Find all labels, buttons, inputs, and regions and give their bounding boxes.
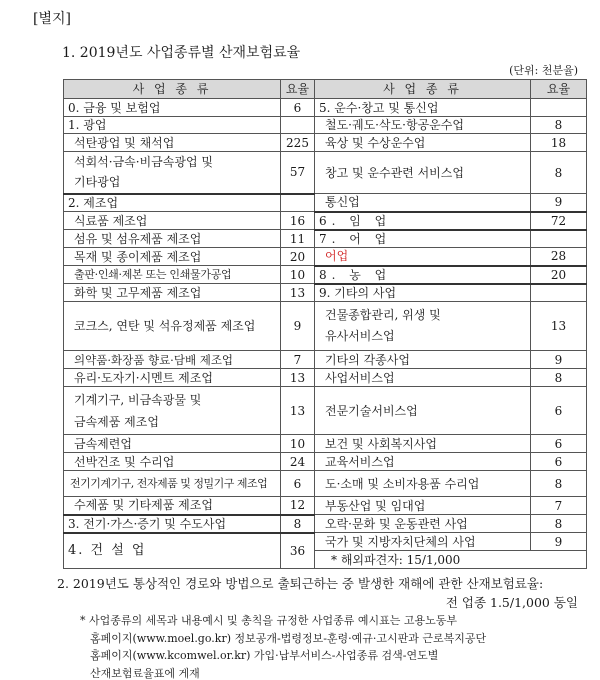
row-wood-rate: 20 [281,248,315,266]
row-fishing-label: 어업 [315,248,531,266]
row-telecom-label: 통신업 [315,194,531,212]
row-misc-rate: 9 [531,351,587,369]
row-warehouse-rate: 8 [531,152,587,194]
row-chemical-label: 화학 및 고무제품 제조업 [64,284,281,302]
section-1-title: 1. 2019년도 사업종류별 산재보험료율 [62,45,301,61]
row-textile-label: 섬유 및 섬유제품 제조업 [64,230,281,248]
row-food-rate: 16 [281,212,315,230]
row-realestate-label: 부동산업 및 임대업 [315,497,531,515]
table-row [64,99,587,117]
row-forestry-rate: 72 [531,212,587,230]
header-rate-left: 요율 [281,80,315,99]
row-buildingmgmt-rate: 13 [531,302,587,351]
row-coal-label: 석탄광업 및 채석업 [64,134,281,152]
table-row [64,369,587,387]
row-construction-rate: 36 [281,533,315,569]
row-limestone-label [64,152,281,194]
row-food-label: 식료품 제조업 [64,212,281,230]
row-machinery-label-line2: 금속제품 제조업 [74,414,159,429]
rate-table [63,79,587,569]
row-manufacturing-rate [281,194,315,212]
header-category-right: 사 업 종 류 [315,80,531,99]
row-machinery-label-line1: 기계기구, 비금속광물 및 [74,392,202,407]
footnote-line-2: 홈페이지(www.moel.go.kr) 정보공개-법령정보-훈령·예규·고시판과 근로복지공단 [90,631,487,645]
unit-note: (단위: 천분율) [509,64,578,77]
row-handcraft-rate: 12 [281,497,315,515]
row-fishery-rate [531,230,587,248]
row-fishing-rate: 28 [531,248,587,266]
row-machinery-rate: 13 [281,387,315,435]
row-rail-rate: 8 [531,117,587,134]
row-professional-rate: 6 [531,387,587,435]
row-fishery-label: 7. 어 업 [315,230,531,248]
row-misc-label: 기타의 각종사업 [315,351,531,369]
appendix-tag: [별지] [33,11,71,27]
table-row [64,435,587,453]
row-wholesale-label: 도·소매 및 소비자용품 수리업 [315,471,531,497]
row-metalrefining-label: 금속제련업 [64,435,281,453]
header-category-left: 사 업 종 류 [64,80,281,99]
table-row [64,117,587,134]
row-telecom-rate: 9 [531,194,587,212]
row-manufacturing-label: 2. 제조업 [64,194,281,212]
footnote [80,612,588,680]
row-buildingmgmt-label-line2: 유사서비스업 [325,329,395,343]
table-row [64,497,587,515]
table-row [64,471,587,497]
row-finance-rate: 6 [281,99,315,117]
section-2-rate: 전 업종 1.5/1,000 동일 [445,595,578,610]
row-electrical-label: 전기기계기구, 전자제품 및 정밀기구 제조업 [64,471,281,497]
row-health-label: 보건 및 사회복지사업 [315,435,531,453]
table-row [64,152,587,194]
row-limestone-label-line1: 석회석·금속·비금속광업 및 [74,155,213,170]
table-row [64,387,587,435]
row-wood-label: 목재 및 종이제품 제조업 [64,248,281,266]
row-professional-label: 전문기술서비스업 [315,387,531,435]
table-row [64,515,587,533]
row-rail-label: 철도·궤도·삭도·항공운수업 [315,117,531,134]
row-textile-rate: 11 [281,230,315,248]
table-row [64,194,587,212]
table-row [64,212,587,230]
row-buildingmgmt-label [315,302,531,351]
row-culture-label: 오락·문화 및 운동관련 사업 [315,515,531,533]
row-government-label: 국가 및 지방자치단체의 사업 [315,533,531,551]
row-overseas-note: * 해외파견자: 15/1,000 [315,551,587,569]
row-education-label: 교육서비스업 [315,453,531,471]
row-limestone-rate: 57 [281,152,315,194]
table-header-row [64,80,587,99]
row-glass-label: 유리·도자기·시멘트 제조업 [64,369,281,387]
row-culture-rate: 8 [531,515,587,533]
row-businessservice-label: 사업서비스업 [315,369,531,387]
row-metalrefining-rate: 10 [281,435,315,453]
row-utilities-label: 3. 전기·가스·증기 및 수도사업 [64,515,281,533]
row-buildingmgmt-label-line1: 건물종합관리, 위생 및 [325,308,441,322]
row-other-label: 9. 기타의 사업 [315,284,531,302]
row-other-rate [531,284,587,302]
row-utilities-rate: 8 [281,515,315,533]
row-transport-label: 5. 운수·창고 및 통신업 [315,99,531,117]
row-finance-label: 0. 금융 및 보험업 [64,99,281,117]
row-agriculture-label: 8. 농 업 [315,266,531,284]
row-mining-label: 1. 광업 [64,117,281,134]
table-row [64,351,587,369]
row-coke-label: 코크스, 연탄 및 석유정제품 제조업 [64,302,281,351]
row-electrical-rate: 6 [281,471,315,497]
table-row [64,248,587,266]
table-row [64,302,587,351]
table-row [64,230,587,248]
row-transport-rate [531,99,587,117]
row-businessservice-rate: 8 [531,369,587,387]
table-row [64,266,587,284]
row-agriculture-rate: 20 [531,266,587,284]
table-row [64,453,587,471]
header-rate-right: 요율 [531,80,587,99]
row-warehouse-label: 창고 및 운수관련 서비스업 [315,152,531,194]
table-row [64,533,587,551]
row-landwater-label: 육상 및 수상운수업 [315,134,531,152]
section-2-title: 2. 2019년도 통상적인 경로와 방법으로 출퇴근하는 중 발생한 재해에 관한 산재보험료율: [57,576,544,591]
row-pharma-rate: 7 [281,351,315,369]
table-row [64,284,587,302]
row-government-rate: 9 [531,533,587,551]
row-forestry-label: 6. 임 업 [315,212,531,230]
footnote-line-3: 홈페이지(www.kcomwel.or.kr) 가입·납부서비스-사업종류 검색-연도별 [90,649,439,662]
row-glass-rate: 13 [281,369,315,387]
row-construction-label: 4. 건 설 업 [64,533,281,569]
row-machinery-label [64,387,281,435]
row-shipbuilding-rate: 24 [281,453,315,471]
row-realestate-rate: 7 [531,497,587,515]
row-mining-rate [281,117,315,134]
row-wholesale-rate: 8 [531,471,587,497]
row-coal-rate: 225 [281,134,315,152]
row-landwater-rate: 18 [531,134,587,152]
row-printing-rate: 10 [281,266,315,284]
row-handcraft-label: 수제품 및 기타제품 제조업 [64,497,281,515]
footnote-line-4: 산재보험료율표에 게재 [90,666,200,680]
row-pharma-label: 의약품·화장품 향료·담배 제조업 [64,351,281,369]
row-limestone-label-line2: 기타광업 [74,175,121,190]
table-row [64,134,587,152]
row-printing-label: 출판·인쇄·제본 또는 인쇄물가공업 [64,266,281,284]
footnote-line-1: * 사업종류의 세목과 내용예시 및 총칙을 규정한 사업종류 예시표는 고용노동부 [80,614,457,627]
row-chemical-rate: 13 [281,284,315,302]
row-health-rate: 6 [531,435,587,453]
row-education-rate: 6 [531,453,587,471]
row-coke-rate: 9 [281,302,315,351]
row-shipbuilding-label: 선박건조 및 수리업 [64,453,281,471]
